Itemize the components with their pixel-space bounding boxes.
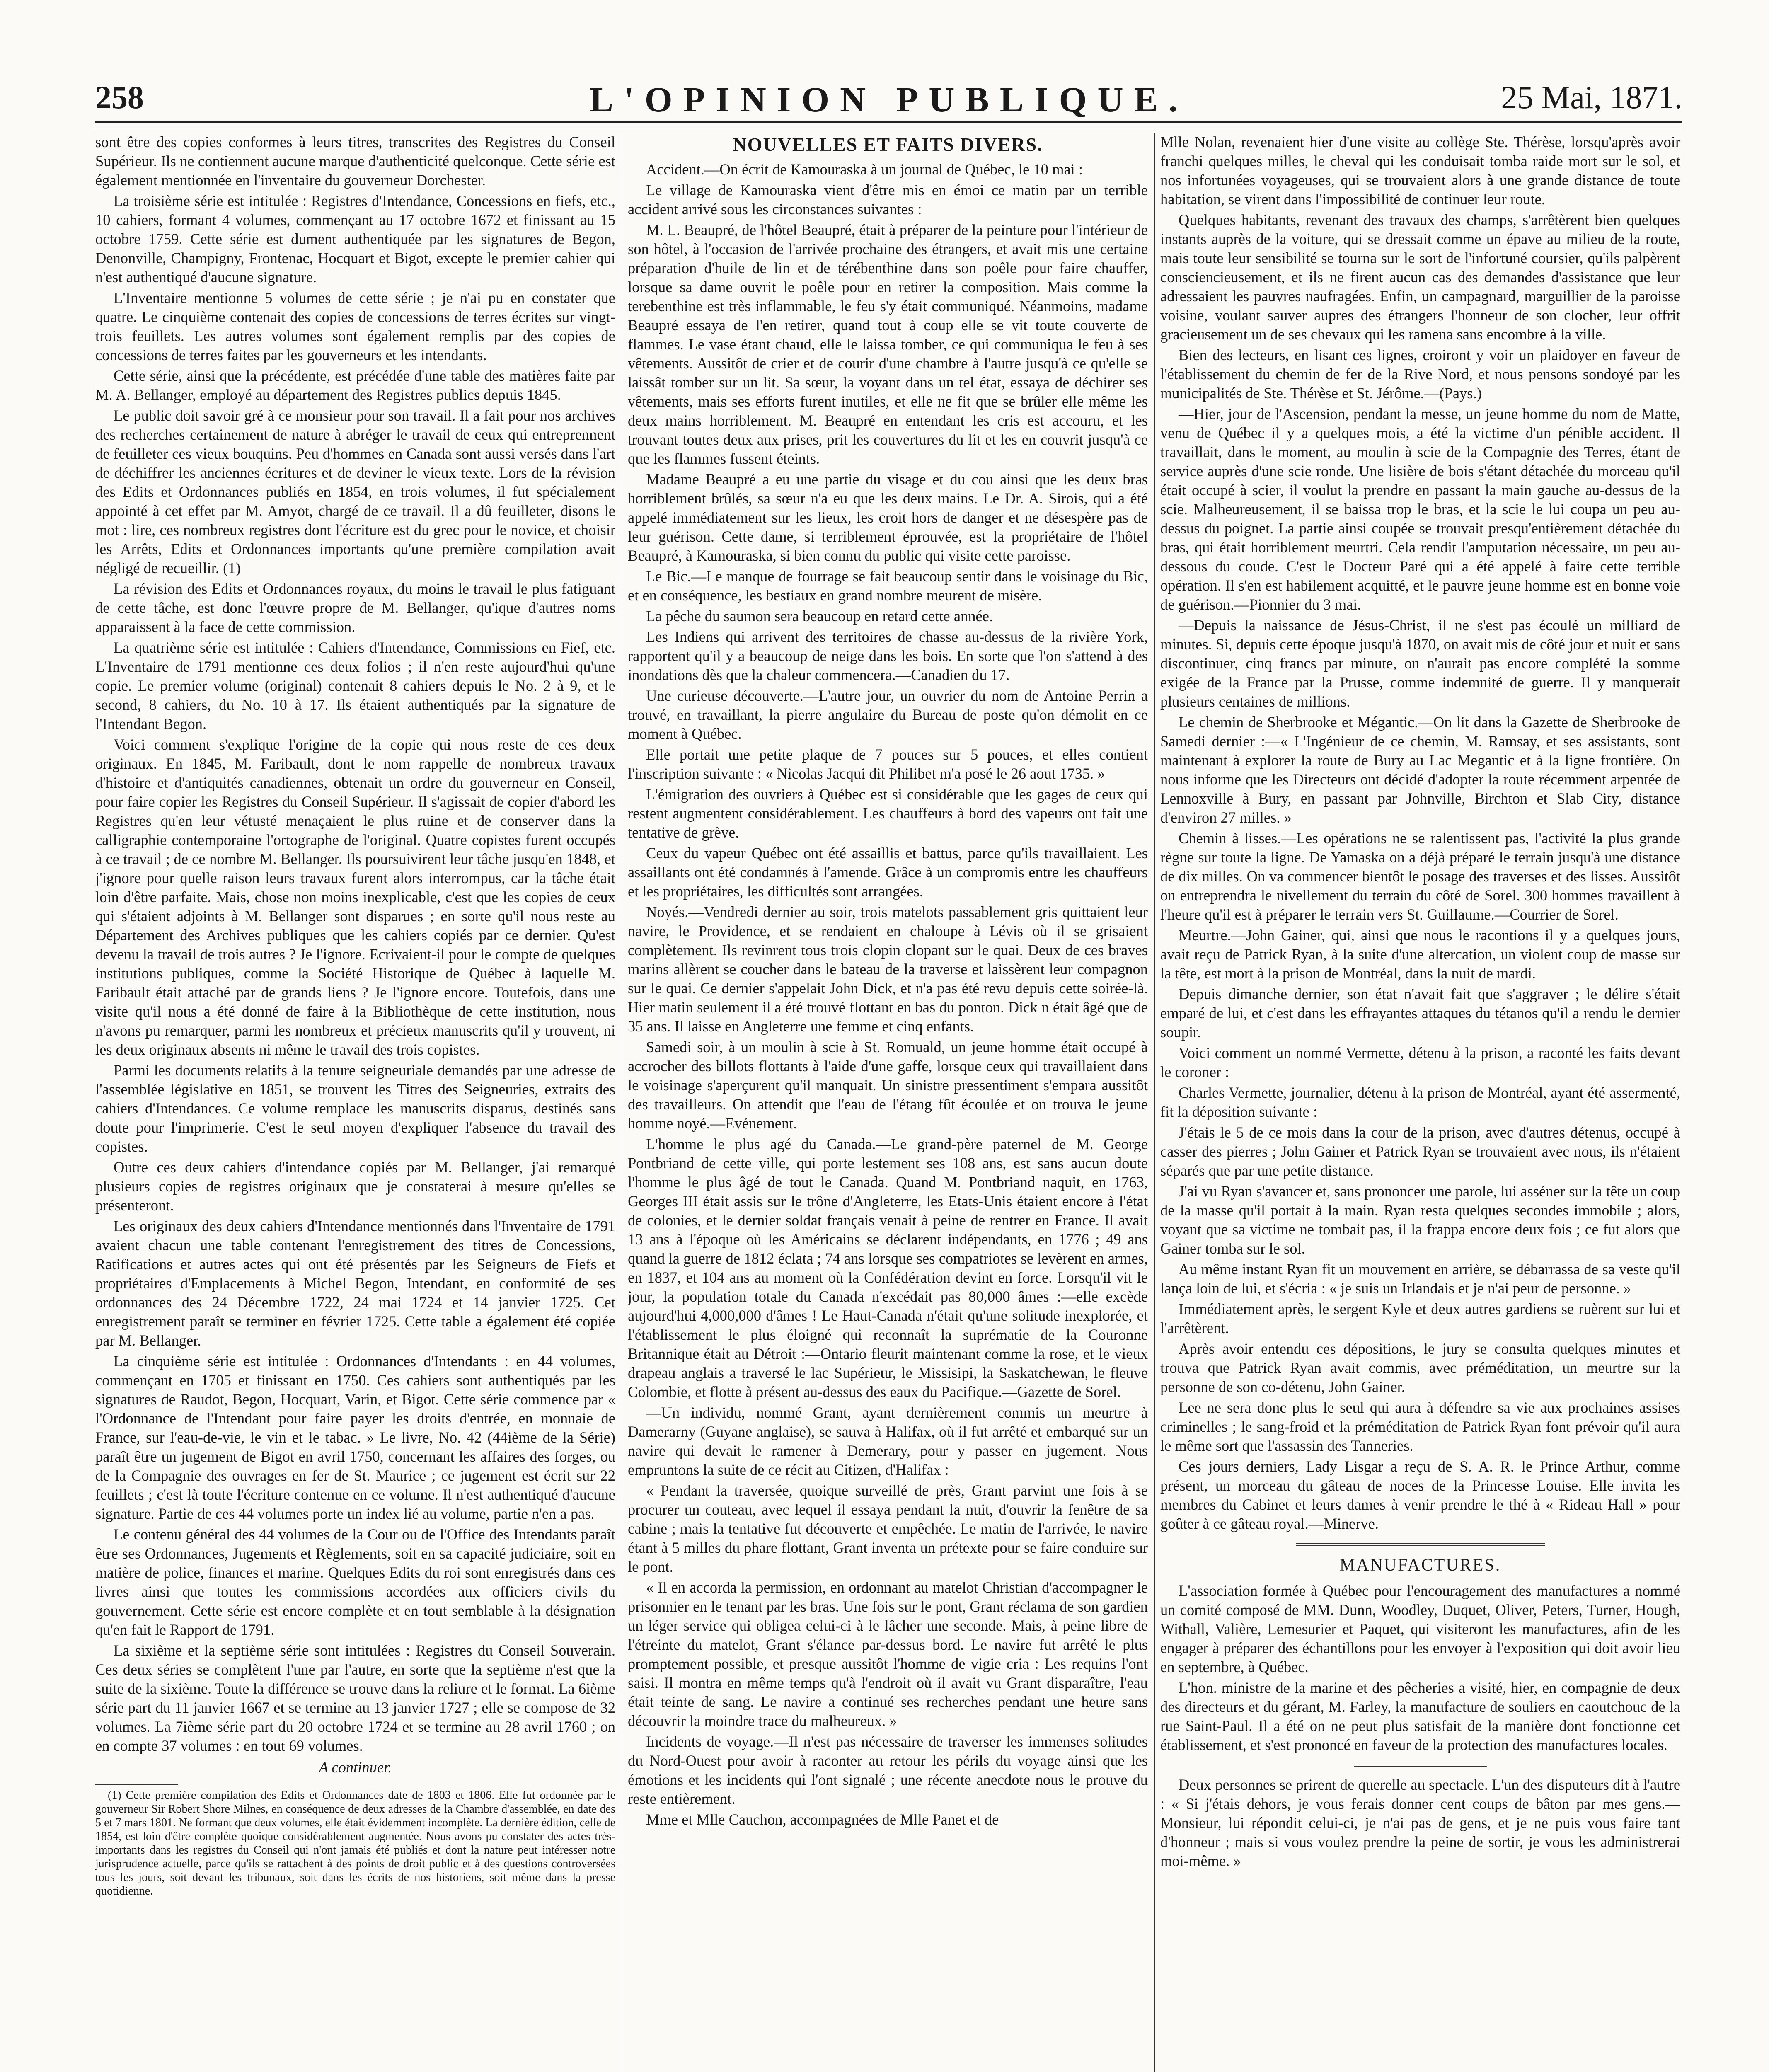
paragraph: Mlle Nolan, revenaient hier d'une visite au collège Ste. Thérèse, lorsqu'après avoir franchi quelques milles, le cheval qui les conduisait tomba raide mort sur le sol, et nos infortunées voyageuses, qui se trouvaient alors à une grande distance de toute habitation, se virent dans l'impossibilité de continuer leur route. [1160,133,1680,208]
paragraph: Elle portait une petite plaque de 7 pouces sur 5 pouces, et elles contient l'inscription suivante : « Nicolas Jacqui dit Philibet m'a posé le 26 aout 1735. » [628,746,1148,782]
paragraph: J'étais le 5 de ce mois dans la cour de la prison, avec d'autres détenus, occupé à casser des pierres ; John Gainer et Patrick Ryan se trouvaient avec nous, ils n'étaient séparés que par une petite distance. [1160,1124,1680,1179]
newspaper-title: L'OPINION PUBLIQUE. [589,80,1188,119]
paragraph: Madame Beaupré a eu une partie du visage et du cou ainsi que les deux bras horriblement brûlés, sa sœur n'a eu que les deux mains. Le Dr. A. Sirois, qui a été appelé immédiatement sur les lieux, les croit hors de danger et ne désespère pas de leur guérison. Cette dame, si terriblement éprouvée, est la propriétaire de l'hôtel Beaupré, à Kamouraska, si bien connu du public qui visite cette paroisse. [628,471,1148,564]
paragraph: Deux personnes se prirent de querelle au spectacle. L'un des disputeurs dit à l'autre : « Si j'étais dehors, je vous ferais donner cent coups de bâton par mes gens.—Monsieur, lui répondit celui-ci, je n'ai pas de gens, et je ne puis vous faire tant d'honneur ; mais si vous voulez prendre la peine de sortir, je vous les administrerai moi-même. » [1160,1776,1680,1869]
paragraph: L'association formée à Québec pour l'encouragement des manufactures a nommé un comité composé de MM. Dunn, Woodley, Duquet, Oliver, Peters, Turner, Hough, Withall, Valière, Lemesurier et Paquet, qui visiteront les manufactures, afin de les engager à préparer des échantillons pour les envoyer à l'exposition qui doit avoir lieu en septembre, à Québec. [1160,1582,1680,1675]
paragraph: Ces jours derniers, Lady Lisgar a reçu de S. A. R. le Prince Arthur, comme présent, un morceau du gâteau de noces de la Princesse Louise. Elle invita les membres du Cabinet et leurs dames à venir prendre le thé à « Rideau Hall » pour goûter à ce gâteau royal.—Minerve. [1160,1458,1680,1532]
paragraph: Parmi les documents relatifs à la tenure seigneuriale demandés par une adresse de l'assemblée législative en 1851, se trouvent les Titres des Seigneuries, extraits des cahiers d'Intendances. Ce volume remplace les manuscrits disparus, destinés sans doute pour l'imprimerie. C'est le seul moyen d'expliquer l'absence du travail des copistes. [95,1062,615,1155]
paragraph: L'hon. ministre de la marine et des pêcheries a visité, hier, en compagnie de deux des directeurs et du gérant, M. Farley, la manufacture de souliers en caoutchouc de la rue Saint-Paul. Il a été on ne peut plus satisfait de la manière dont fonctionne cet établissement, et s'est prononcé en faveur de la protection des manufactures locales. [1160,1679,1680,1753]
paragraph: Les Indiens qui arrivent des territoires de chasse au-dessus de la rivière York, rapportent qu'il y a beaucoup de neige dans les bois. En sorte que l'on s'attend à des inondations dès que la chaleur commencera.—Canadien du 17. [628,628,1148,683]
paragraph: « Pendant la traversée, quoique surveillé de près, Grant parvint une fois à se procurer un couteau, avec lequel il essaya pendant la nuit, d'ouvrir la fenêtre de sa cabine ; mais la tentative fut découverte et empêchée. Le matin de l'arrivée, le navire étant à 5 milles du phare flottant, Grant inventa un prétexte pour se faire conduire sur le pont. [628,1482,1148,1575]
separator-rule [1354,1766,1487,1767]
footnote-rule [95,1784,178,1785]
paragraph: Le Bic.—Le manque de fourrage se fait beaucoup sentir dans le voisinage du Bic, et en conséquence, les bestiaux en grand nombre meurent de misère. [628,568,1148,604]
paragraph: La quatrième série est intitulée : Cahiers d'Intendance, Commissions en Fief, etc. L'Inventaire de 1791 mentionne ces deux folios ; il n'en reste aujourd'hui qu'une copie. Le premier volume (original) contenait 8 cahiers depuis le No. 2 à 9, et le second, 8 cahiers, du No. 10 à 17. Ils étaient authentiqués par la signature de l'Intendant Begon. [95,639,615,732]
paragraph: Accident.—On écrit de Kamouraska à un journal de Québec, le 10 mai : [646,161,1083,178]
paragraph: « Il en accorda la permission, en ordonnant au matelot Christian d'accompagner le prisonnier en le tenant par les bras. Une fois sur le pont, Grant réclama de son gardien un léger service qui obligea celui-ci à le lâcher une seconde. Mais, à peine libre de l'étreinte du matelot, Grant s'élance par-dessus bord. Le navire fut arrêté le plus promptement possible, et presque aussitôt l'homme de vigie cria : Les requins l'ont saisi. Il montra en même temps qu'à l'endroit où il avait vu Grant disparaître, l'eau était teinte de sang. Le navire a continué ses recherches pendant une heure sans découvrir la moindre trace du malheureux. » [628,1579,1148,1729]
paragraph: Depuis dimanche dernier, son état n'avait fait que s'aggraver ; le délire s'était emparé de lui, et c'est dans les effrayantes attaques du tétanos qu'il a rendu le dernier soupir. [1160,985,1680,1041]
paragraph: Outre ces deux cahiers d'intendance copiés par M. Bellanger, j'ai remarqué plusieurs copies de registres originaux que je constaterai à mesure qu'elles se présenteront. [95,1159,615,1214]
section-heading: NOUVELLES ET FAITS DIVERS. [733,134,1043,155]
paragraph: Immédiatement après, le sergent Kyle et deux autres gardiens se ruèrent sur lui et l'arrêtèrent. [1160,1300,1680,1336]
paragraph: L'Inventaire mentionne 5 volumes de cette série ; je n'ai pu en constater que quatre. Le cinquième contenait des copies de concessions de terres écrites sur vingt-trois feuillets. Les autres volumes sont également remplis par des copies de concessions de terres faites par les gouverneurs et les intendants. [95,289,615,363]
paragraph: Chemin à lisses.—Les opérations ne se ralentissent pas, l'activité la plus grande règne sur toute la ligne. De Yamaska on a déjà préparé le terrain jusqu'à une distance de dix milles. On va commencer bientôt le posage des traverses et des lisses. Aussitôt on entreprendra le nivellement du terrain du côté de Sorel. 300 hommes travaillent à l'heure qu'il est à préparer le terrain vers St. Guillaume.—Courrier de Sorel. [1160,830,1680,923]
paragraph: sont être des copies conformes à leurs titres, transcrites des Registres du Conseil Supérieur. Ils ne contiennent aucune marque d'authenticité quelconque. Cette série est également mentionnée en l'inventaire du gouverneur Dorchester. [95,133,615,189]
paragraph: Meurtre.—John Gainer, qui, ainsi que nous le racontions il y a quelques jours, avait reçu de Patrick Ryan, à la suite d'une altercation, un violent coup de masse sur la tête, est mort à la prison de Montréal, dans la nuit de mardi. [1160,927,1680,982]
paragraph: Incidents de voyage.—Il n'est pas nécessaire de traverser les immenses solitudes du Nord-Ouest pour avoir à raconter au retour les périls du voyage ainsi que les émotions et les incidents qui l'ont signalé ; une récente anecdote nous le prouve du reste entièrement. [628,1733,1148,1807]
paragraph: Samedi soir, à un moulin à scie à St. Romuald, un jeune homme était occupé à accrocher des billots flottants à l'aide d'une gaffe, lorsque ceux qui travaillaient dans le voisinage s'aperçurent qu'il manquait. Un sinistre pressentiment s'empara aussitôt des travailleurs. On attendit que l'eau de l'étang fût écoulée et on trouva le jeune homme noyé.—Evénement. [628,1038,1148,1132]
paragraph: M. L. Beaupré, de l'hôtel Beaupré, était à préparer de la peinture pour l'intérieur de son hôtel, à l'occasion de l'arrivée prochaine des étrangers, et avait mis une certaine préparation d'huile de lin et de térébenthine dans son poêle pour faire chauffer, lorsque sa dame ouvrit le poêle pour en retirer la composition. Mais comme la terebenthine est très inflammable, le feu s'y était communiqué. Néanmoins, madame Beaupré essaya de l'en retirer, quand tout à coup elle se vit toute couverte de flammes. Le vase étant chaud, elle le laissa tomber, ce qui communiqua le feu à ses vêtements. Aussitôt de crier et de courir d'une chambre à l'autre jusqu'à ce qu'elle se laissât tomber sur un lit. Sa sœur, la voyant dans un tel état, essaya de déchirer ses vêtements, mais ses efforts furent inutiles, et elle ne fit que se brûler elle même les deux mains horriblement. M. Beaupré en entendant les cris est accouru, et les trouvant toutes deux aux prises, prit les couvertures du lit et les en couvrit jusqu'à ce que les flammes fussent éteints. [628,221,1148,467]
section-rule [1296,1543,1545,1547]
paragraph: La sixième et la septième série sont intitulées : Registres du Conseil Souverain. Ces deux séries se complètent l'une par l'autre, en sorte que la septième n'est que la suite de la sixième. Toute la différence se trouve dans la reliure et le format. La 6ième série part du 11 janvier 1667 et se termine au 13 janvier 1727 ; elle se compose de 32 volumes. La 7ième série part du 20 octobre 1724 et se termine au 28 avril 1760 ; on en compte 37 volumes : en tout 69 volumes. [95,1642,615,1754]
footnote: (1) Cette première compilation des Edits et Ordonnances date de 1803 et 1806. Elle fut ordonnée par le gouverneur Sir Robert Shore Milnes, en conséquence de deux adresses de la Chambre d'assemblée, en date des 5 et 7 mars 1801. Ne formant que deux volumes, elle était évidemment incomplète. La dernière édition, celle de 1854, est loin d'être complète quoique considérablement augmentée. Nous avons pu constater des actes très-importants dans les registres du Conseil qui n'ont jamais été publiés et dont la nature peut intéresser notre jurisprudence actuelle, parce qu'ils se rattachent à des points de droit public et à des questions controversées tous les jours, soit devant les tribunaux, soit dans les écrits de nos historiens, soit même dans la presse quotidienne. [95,1789,615,1898]
paragraph: —Depuis la naissance de Jésus-Christ, il ne s'est pas écoulé un milliard de minutes. Si, depuis cette époque jusqu'à 1870, on avait mis de côté jour et nuit et sans discontinuer, cinq francs par minute, on n'aurait pas encore complété la somme exigée de la France par la Prusse, comme indemnité de guerre. Il y manquerait plusieurs centaines de millions. [1160,617,1680,710]
paragraph: Le village de Kamouraska vient d'être mis en émoi ce matin par un terrible accident arrivé sous les circonstances suivantes : [628,182,1148,218]
paragraph: Voici comment un nommé Vermette, détenu à la prison, a raconté les faits devant le coroner : [1160,1044,1680,1080]
paragraph: Les originaux des deux cahiers d'Intendance mentionnés dans l'Inventaire de 1791 avaient chacun une table contenant l'enregistrement des titres de Concessions, Ratifications et autres actes qui ont été présentés par les Seigneurs de Fiefs et propriétaires d'Emplacements à Michel Begon, Intendant, en conformité de ses ordonnances des 24 Décembre 1722, 24 mai 1724 et 14 janvier 1725. Cet enregistrement paraît se terminer en février 1725. Cette table a également été copiée par M. Bellanger. [95,1218,615,1349]
paragraph: —Hier, jour de l'Ascension, pendant la messe, un jeune homme du nom de Matte, venu de Québec il y a quelques mois, a été la victime d'un pénible accident. Il travaillait, dans le moment, au moulin à scie de la Compagnie des Terres, étant de service auprès d'une scie ronde. Une lisière de bois s'étant détachée du morceau qu'il était occupé à scier, il voulut la prendre en passant la main gauche au-dessus de la scie. Malheureusement, il se baissa trop le bras, et la scie le lui coupa un peu au-dessus du poignet. La partie ainsi coupée se trouvait presqu'entièrement détachée du bras, qui était horriblement meurtri. Cela rendit l'amputation nécessaire, un peu au-dessous du coude. C'est le Docteur Paré qui a été appelé à faire cette terrible opération. Il s'en est habilement acquitté, et le pauvre jeune homme est en bonne voie de guérison.—Pionnier du 3 mai. [1160,405,1680,613]
paragraph: Le chemin de Sherbrooke et Mégantic.—On lit dans la Gazette de Sherbrooke de Samedi dernier :—« L'Ingénieur de ce chemin, M. Ramsay, et ses assistants, sont maintenant à explorer la route de Bury au Lac Megantic et à la ligne frontière. On nous informe que les Directeurs ont décidé d'adopter la route récemment arpentée de Lennoxville à Bury, en passant par Johnville, Birchton et Slab City, distance d'environ 27 milles. » [1160,714,1680,826]
paragraph: Le public doit savoir gré à ce monsieur pour son travail. Il a fait pour nos archives des recherches certainement de nature à abréger le travail de ceux qui entreprennent de feuilleter ces vieux bouquins. Peu d'hommes en Canada sont aussi versés dans l'art de déchiffrer les anciennes écritures et de deviner le vieux texte. Lors de la révision des Edits et Ordonnances publiés en 1854, en trois volumes, il fut spécialement appointé à cet effet par M. Amyot, chargé de ce travail. Il a dû feuilleter, disons le mot : lire, ces nombreux registres dont l'écriture est du grec pour le novice, et choisir les Arrêts, Edits et Ordonnances importants qu'une première compilation avait négligé de recueillir. (1) [95,407,615,576]
paragraph: Quelques habitants, revenant des travaux des champs, s'arrêtèrent bien quelques instants auprès de la voiture, qui se dressait comme un épave au milieu de la route, mais toute leur sensibilité se tourna sur le sort de l'infortuné coursier, qu'ils palpèrent consciencieusement, et ils ne firent aucun cas des demandes d'assistance que leur adressaient les pauvres naufragées. Enfin, un campagnard, marguillier de la paroisse voisine, voulant sauver aupres des étrangers l'honneur de son clocher, leur offrit gracieusement un de ses chevaux qui les ramena sans encombre à la ville. [1160,211,1680,343]
paragraph: Cette série, ainsi que la précédente, est précédée d'une table des matières faite par M. A. Bellanger, employé au département des Registres publics depuis 1845. [95,367,615,403]
column-divider [1154,133,1155,2072]
paragraph: La pêche du saumon sera beaucoup en retard cette année. [646,608,993,625]
header-rule [95,121,1682,126]
column-nouvelles [628,133,1148,2072]
paragraph: J'ai vu Ryan s'avancer et, sans prononcer une parole, lui asséner sur la tête un coup de la masse qu'il portait à la main. Ryan resta quelques secondes immobile ; alors, voyant que sa victime ne tombait pas, il la frappa encore deux fois ; ce fut alors que Gainer tomba sur le sol. [1160,1183,1680,1257]
paragraph: —Un individu, nommé Grant, ayant dernièrement commis un meurtre à Damerarny (Guyane anglaise), se sauva à Halifax, où il fut arrêté et embarqué sur un navire qui devait le ramener à Demerary, pour y passer en jugement. Nous empruntons la suite de ce récit au Citizen, d'Halifax : [628,1404,1148,1478]
section-heading-manufactures: MANUFACTURES. [1339,1556,1501,1575]
page-number: 258 [95,79,144,115]
continued-note: A continuer. [319,1759,392,1776]
paragraph: Noyés.—Vendredi dernier au soir, trois matelots passablement gris quittaient leur navire, le Providence, et se rendaient en chaloupe à Lévis où il se grisaient complètement. Ils revinrent tous trois clopin clopant sur le quai. Deux de ces braves marins allèrent se coucher dans le bateau de la traverse et laissèrent leur compagnon sur le quai. Ce dernier s'appelait John Dick, et n'a pas été revu depuis cette soirée-là. Hier matin seulement il a été trouvé flottant en bas du ponton. Dick n était âgé que de 35 ans. Il laisse en Angleterre une femme et cinq enfants. [628,903,1148,1035]
paragraph: Bien des lecteurs, en lisant ces lignes, croiront y voir un plaidoyer en faveur de l'établissement du chemin de fer de la Rive Nord, et nous pensons sondoyé par les municipalités de Ste. Thérèse et St. Jérôme.—(Pays.) [1160,346,1680,402]
paragraph: Au même instant Ryan fit un mouvement en arrière, se débarrassa de sa veste qu'il lança loin de lui, et s'écria : « je suis un Irlandais et je n'ai peur de personne. » [1160,1261,1680,1297]
paragraph: L'homme le plus agé du Canada.—Le grand-père paternel de M. George Pontbriand de cette ville, qui porte lestement ses 108 ans, est sans aucun doute l'homme le plus âgé de tout le Canada. Quand M. Pontbriand naquit, en 1763, Georges III était assis sur le trône d'Angleterre, les Etats-Unis étaient encore à l'état de colonies, et le dernier soldat français venait à peine de rentrer en France. Il avait 13 ans à l'époque où les Américains se déclarent indépendants, en 1776 ; 49 ans quand la guerre de 1812 éclata ; 74 ans lorsque ses compatriotes se levèrent en armes, en 1837, et 104 ans au moment où la Confédération devint en force. Lorsqu'il vit le jour, la population totale du Canada n'excédait pas 80,000 âmes :—elle excède aujourd'hui 4,000,000 d'âmes ! Le Haut-Canada n'était qu'une solitude inexplorée, et l'établissement le plus éloigné qui reconnaît la suprématie de la Couronne Britannique était au Détroit :—Ontario fleurit maintenant comme la rose, et le vieux drapeau anglais a traversé le lac Supérieur, le Missisipi, la Saskatchewan, le fleuve Colombie, et flotte à présent au-dessus des eaux du Pacifique.—Gazette de Sorel. [628,1135,1148,1400]
paragraph: Lee ne sera donc plus le seul qui aura à défendre sa vie aux prochaines assises criminelles ; le sang-froid et la préméditation de Patrick Ryan font prévoir qu'il aura le même sort que l'assassin des Tanneries. [1160,1399,1680,1454]
column-archives [95,133,615,2072]
paragraph: Voici comment s'explique l'origine de la copie qui nous reste de ces deux originaux. En 1845, M. Faribault, dont le nom rappelle de nombreux travaux d'histoire et d'antiquités canadiennes, obtenait un ordre du gouverneur en Conseil, pour faire copier les Registres du Conseil Supérieur. Il s'agissait de copier d'abord les Registres qu'en leur vétusté menaçaient le plus ruine et de conserver dans la calligraphie contemporaine l'ortographe de l'original. Quatre copistes furent occupés à ce travail ; de ce nombre M. Bellanger. Ils poursuivirent leur tâche jusqu'en 1848, et j'ignore pour quelle raison leurs travaux furent alors interrompus, car la tâche était loin d'être parfaite. Mais, chose non moins inexplicable, c'est que les copies de ceux qui s'étaient adjoints à M. Bellanger sont disparues ; en sorte qu'il nous reste au Département des Archives publiques que les cahiers copiés par ce dernier. Qu'est devenu la travail de trois autres ? Je l'ignore. Ecrivaient-il pour le compte de quelques institutions publiques, comme la Société Historique de Québec à laquelle M. Faribault était attaché par de grands liens ? Je l'ignore encore. Toutefois, dans une visite qu'il nous a été donné de faire à la Bibliothèque de cette institution, nous n'avons pu remarquer, parmi les nombreux et précieux manuscrits qu'il y trouvent, ni les deux originaux absents ni même le travail des trois copistes. [95,736,615,1058]
paragraph: La révision des Edits et Ordonnances royaux, du moins le travail le plus fatiguant de cette tâche, est donc l'œuvre propre de M. Bellanger, qu'ique d'autres noms apparaissent à la face de cette commission. [95,580,615,635]
column-continued-news [1160,133,1680,2072]
paragraph: Après avoir entendu ces dépositions, le jury se consulta quelques minutes et trouva que Patrick Ryan avait commis, avec préméditation, un meurtre sur la personne de son co-détenu, John Gainer. [1160,1340,1680,1395]
paragraph: La cinquième série est intitulée : Ordonnances d'Intendants : en 44 volumes, commençant en 1705 et finissant en 1750. Ces cahiers sont authentiqués par les signatures de Raudot, Begon, Hocquart, Varin, et Bigot. Cette série commence par « l'Ordonnance de l'Intendant pour faire payer les droits d'entrée, en monnaie de France, sur l'eau-de-vie, le vin et le tabac. » Le livre, No. 42 (44ième de la Série) paraît être un jugement de Bigot en avril 1750, concernant les affaires des forges, ou de la Compagnie des ouvrages en fer de St. Maurice ; ce jugement est écrit sur 22 feuillets ; c'est là toute l'écriture contenue en ce volume. Il n'est authentiqué d'aucune signature. Partie de ces 44 volumes porte un index lié au volume, partie n'en a pas. [95,1353,615,1522]
issue-date: 25 Mai, 1871. [1501,79,1682,115]
paragraph: Une curieuse découverte.—L'autre jour, un ouvrier du nom de Antoine Perrin a trouvé, en travaillant, la pierre angulaire du Bureau de poste qu'on démolit en ce moment à Québec. [628,687,1148,742]
paragraph: Le contenu général des 44 volumes de la Cour ou de l'Office des Intendants paraît être ses Ordonnances, Jugements et Règlements, soit en sa capacité judiciaire, soit en matière de police, finances et marine. Quelques Edits du roi sont enregistrés dans ces livres ainsi que toutes les commissions accordées aux officiers civils du gouvernement. Cette série est encore complète et en tout semblable à la désignation qu'en fait le Rapport de 1791. [95,1526,615,1638]
paragraph: L'émigration des ouvriers à Québec est si considérable que les gages de ceux qui restent augmentent considérablement. Les chauffeurs à bord des vapeurs ont fait une tentative de grève. [628,786,1148,841]
page-header [95,75,1682,120]
paragraph: Charles Vermette, journalier, détenu à la prison de Montréal, ayant été assermenté, fit la déposition suivante : [1160,1084,1680,1120]
paragraph: La troisième série est intitulée : Registres d'Intendance, Concessions en fiefs, etc., 10 cahiers, formant 4 volumes, commençant au 17 octobre 1672 et finissant au 15 octobre 1759. Cette série est dument authentiquée par les signatures de Begon, Denonville, Champigny, Frontenac, Hocquart et Bigot, excepte le premier cahier qui n'est authentiqué d'aucune signature. [95,192,615,286]
paragraph: Mme et Mlle Cauchon, accompagnées de Mlle Panet et de [646,1811,999,1828]
paragraph: Ceux du vapeur Québec ont été assaillis et battus, parce qu'ils travaillaient. Les assaillants ont été condamnés à l'amende. Grâce à un compromis entre les chauffeurs et les propriétaires, les difficultés sont arrangées. [628,845,1148,900]
